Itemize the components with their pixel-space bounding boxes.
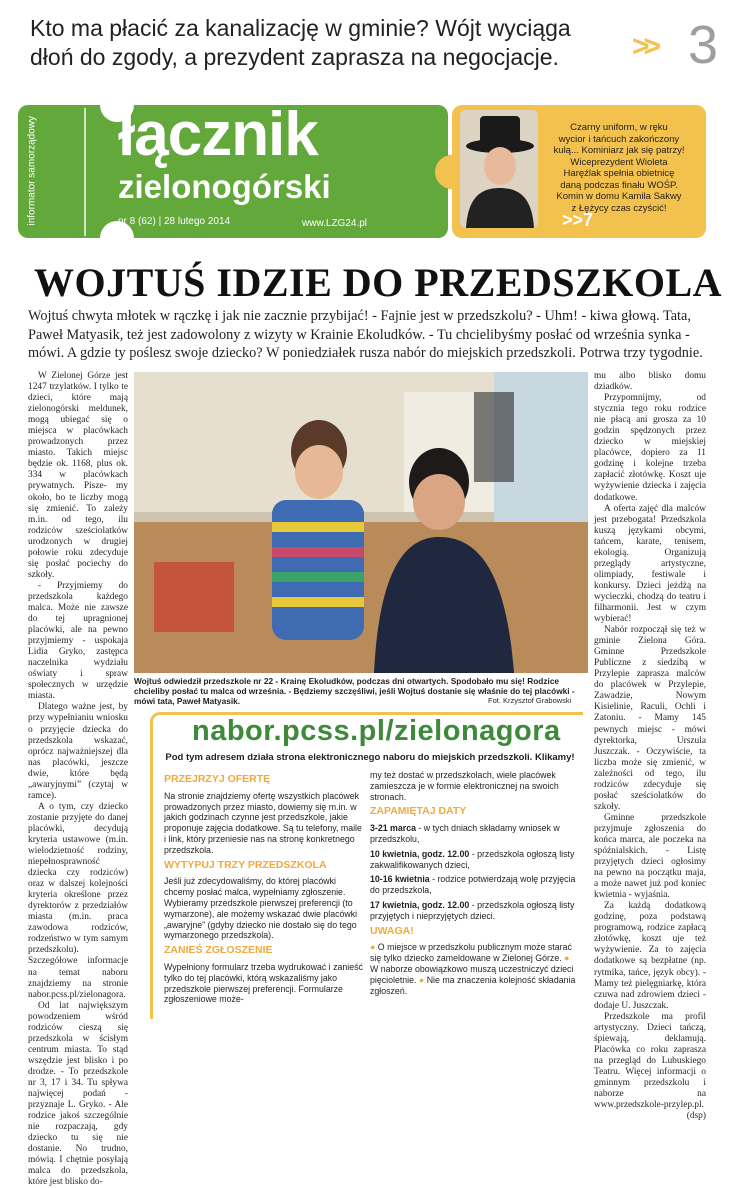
section-heading: UWAGA! (370, 924, 414, 937)
promo-line: Wiceprezydent Wioleta (570, 156, 668, 168)
infobox-url[interactable]: nabor.pcss.pl/zielonagora (192, 715, 561, 747)
masthead-side (20, 112, 44, 232)
photo-credit: Fot. Krzysztof Grabowski (488, 696, 572, 705)
bullet-icon: ● (418, 974, 425, 985)
date-text: - przedszkola ogłoszą listy przyjętych i nieprzyjętych dzieci. (370, 899, 575, 921)
paragraph: Przypomnijmy, od stycznia tego roku rodzice nie płacą ani grosza za 10 godzin spędzonych przez dziecko w miejskiej placówce, dopiero za 11 godzinę i kolejne trzeba zapłacić złotówkę. Koszt uje wyżywienie dziecka i zajęcia dodatkowe. (594, 393, 706, 503)
paragraph: A oferta zajęć dla malców jest przebogata! Przedszkola kuszą językami obcymi, tańcem, karate, tenisem, ekologią. Organizują przeglądy artystyczne, olimpiady, festiwale i konkursy. Dzieci jeżdżą na wycieczki, chodzą do teatru i filharmonii. Jest w czym wybierać! (594, 503, 706, 625)
date-item (370, 849, 580, 871)
masthead-subtitle[interactable]: zielonogórski (118, 168, 331, 205)
promo-line: wycior i tańcuch zakończony (558, 133, 680, 145)
date-item (370, 874, 580, 896)
article-headline: WOJTUŚ IDZIE DO PRZEDSZKOLA (33, 260, 723, 305)
section-heading: WYTYPUJ TRZY PRZEDSZKOLA (164, 858, 327, 871)
paragraph: Nabór rozpoczął się też w gminie Zielona Góra. Gminne Przedszkole Publiczne z siedzibą w Przylepie zaprasza malców do placówek w Przylepie, Zawadzie, Nowym Kisielinie, Raculi, Ochli i Zatoniu. - Mamy 145 pewnych miejsc - mówi dyrektorka, Urszula Juszczak. - Oczywiście, ta liczba może się zmienić, w zależności od tego, ilu rodziców zdecyduje się posłać sześciolatków do szkoły. (594, 625, 706, 812)
date-bold: 3-21 marca (370, 823, 416, 834)
website-link[interactable]: www.LZG24.pl (302, 218, 368, 229)
article-lead: Wojtuś chwyta młotek w rączkę i jak nie zacznie przybijać! - Fajnie jest w przedszkolu? - Uhm! - kiwa głową. Tata, Paweł Matyasik, też jest zadowolony z wizyty w Krainie Ekoludków. - Tu chcielibyśmy posłać od września synka - mówi. A gdzie ty poślesz swoje dziecko? W poniedziałek rusza nabór do miejskich przedszkoli. Potrwa trzy tygodnie. (28, 308, 703, 361)
note-item (370, 942, 580, 996)
date-text: - rodzice potwierdzają wolę przyjęcia do przedszkola, (370, 874, 576, 896)
note-text: Nie ma znaczenia kolejność składania zgłoszeń. (370, 974, 576, 996)
infobox-left-column (164, 770, 364, 1009)
masthead-title[interactable]: łącznik (118, 100, 318, 169)
chevron-icon: >> (632, 30, 656, 63)
date-bold: 17 kwietnia, godz. 12.00 (370, 899, 470, 910)
section-text: Jeśli już zdecydowaliśmy, do której placówki chcemy posłać malca, wypełniamy zgłoszenie. Wybieramy przedszkole pierwszej preferencji (to wymarzone), ale możemy wskazać dwie placówki „awaryjne” (gdyby dziecko nie dostało się do tego wymarzonego przedszkola). (164, 876, 358, 941)
date-text: - przedszkola ogłoszą listy zakwalifikowanych dzieci, (370, 848, 575, 870)
paragraph: Przedszkole ma profil artystyczny. Dzieci tańczą, śpiewają, deklamują. Placówka co roku zaprasza na przegląd do Lubuskiego Teatru. Więcej informacji o gminnym przedszkolu i naborze na www.przedszkole-przylep.pl. (594, 1011, 706, 1111)
infobox-subtitle: Pod tym adresem działa strona elektronicznego naboru do miejskich przedszkoli. Klikamy! (165, 752, 575, 763)
section-text: Wypełniony formularz trzeba wydrukować i zanieść tylko do tej placówki, którą wskazaliśmy jako przedszkole pierwszej preferencji. Formularze zgłoszeniowe może- (164, 961, 363, 1005)
promo-page-link[interactable]: >>7 (562, 210, 594, 230)
masthead-divider (84, 108, 86, 236)
section-heading: PRZEJRZYJ OFERTĘ (164, 773, 271, 785)
teaser-headline[interactable] (30, 14, 590, 72)
promo-line: Komin w domu Kamila Sakwy (556, 191, 682, 202)
paragraph: Za każdą dodatkową godzinę, poza podstawą programową, rodzice zapłacą złotówkę, koszt uje też wyżywienie. Za to zajęcia dodatkowe są bezpłatne (np. rytmika, tańce, język obcy). - Mamy też pielęgniarkę, która czuwa nad zdrowiem dzieci - dodaje U. Juszczak. (594, 901, 706, 1011)
page-number[interactable]: 3 (688, 15, 719, 75)
author-signature: (dsp) (686, 1111, 706, 1122)
paragraph: Od lat największym powodzeniem wśród rodziców cieszą się przedszkola w ścisłym centrum miasta. To stąd wszędzie jest blisko i po drodze. - To przedszkole nr 3, 17 i 34. Tu spływa najwięcej podań - przyznaje L. Gryko. - Ale rodzice jakoś szczególnie nie rozpaczają, gdy dziecko tu się nie dostanie. No trudno, mówią. I chętnie posyłają malca do przedszkola, które jest blisko do- (28, 1000, 128, 1188)
paragraph: mu albo blisko domu dziadków. (594, 371, 706, 393)
bullet-icon: ● (370, 942, 376, 953)
article-column-3 (594, 371, 706, 1122)
paragraph: W Zielonej Górze jest 1247 trzylatków. I tylko te dzieci, które mają zielonogórski meldunek, mogą ubiegać się o miejsca w placówkach prowadzonych przez miasto. Takich miejsc będzie ok. 1168, plus ok. 334 w placówkach prywatnych. Pisze- my około, bo te liczby mogą się zmienić. To zależy m.in. od tego, ilu rodziców sześciolatków urodzonych w drugiej połowie roku zdecyduje się posłać pociechy do szkoły. (28, 371, 128, 580)
masthead-side-text: informator samorządowy (26, 116, 38, 226)
kindergarten-photo-image (134, 372, 588, 673)
infobox-right-column (370, 770, 580, 1000)
paragraph: A o tym, czy dziecko zostanie przyjęte do danej placówki, decydują kryteria ustawowe (m.in. wielodzietność rodziny, niepełnosprawność dziecka czy rodziców) oraz w dalszej kolejności kryteria określone przez dyrektorów z przedziałów miasta (m.in. praca zawodowa rodziców, rodzeństwo w tym samym przedszkolu). Szczegółowe informacje na temat naboru znajdziemy na stronie nabor.pcss.pl/zielonagora. (28, 801, 128, 1000)
teaser-line-2: dłoń do zgody, a prezydent zaprasza na negocjacje. (30, 44, 559, 70)
paragraph: Dlatego ważne jest, by przy wypełnianiu wniosku o przyjęcie dziecka do przedszkola wskazać, oprócz najważniejszej dla nas placówki, jeszcze dwie, które będą „awaryjnymi” (czytaj w ramce). (28, 702, 128, 801)
note-text: W naborze obowiązkowo muszą uczestniczyć dzieci pięcioletnie. (370, 963, 574, 985)
section-heading: ZAPAMIĘTAJ DATY (370, 805, 467, 818)
teaser-line-1: Kto ma płacić za kanalizację w gminie? Wójt wyciąga (30, 15, 571, 41)
date-bold: 10-16 kwietnia (370, 874, 430, 885)
article-photo[interactable] (134, 372, 588, 673)
date-item (370, 823, 580, 845)
promo-line: daną podczas finału WOŚP. (560, 179, 678, 191)
bullet-icon: ● (564, 953, 570, 964)
photo-caption: Wojtuś odwiedził przedszkole nr 22 - Krainę Ekoludków, podczas dni otwartych. Spodobało mu się! Rodzice chcieliby posłać tu malca od września. - Będziemy szczęśliwi, jeśli Wojtuś dostanie się właśnie do tej placówki - mówi tata, Paweł Matyasik. (134, 676, 575, 706)
article-column-1 (28, 371, 128, 1188)
promo-line: Haręźlak spełnia obietnicę (563, 168, 675, 179)
paragraph: - Przyjmiemy do przedszkola każdego malca. Może nie zawsze do tej upragnionej placówki, ale na pewno przyjmiemy - uspokaja Lidia Gryko, zastępca naczelnika wydziału oświaty i spraw społecznych w urzędzie miasta. (28, 580, 128, 702)
section-text: my też dostać w przedszkolach, wiele placówek zamieszcza je w formie elektronicznej na swoich stronach. (370, 770, 559, 802)
date-item (370, 900, 580, 922)
date-text: - w tych dniach składamy wniosek w przedszkolu, (370, 823, 560, 844)
paragraph: Gminne przedszkole przyjmuje zgłoszenia do końca marca, ale poczeka na spóźnialskich. - Listę przyjętych dzieci ogłosimy na pewno na początku maja, a może nawet już pod koniec kwietnia - wyjaśnia. (594, 812, 706, 901)
chimney-sweep-image (460, 110, 538, 228)
issue-info: nr 8 (62) | 28 lutego 2014 (118, 216, 231, 227)
promo-photo[interactable] (460, 110, 538, 228)
note-text: O miejsce w przedszkolu publicznym może starać się tylko dziecko zameldowane w Zielonej Górze. (370, 942, 572, 964)
promo-line: z Łężycy czas czyścić! (571, 202, 667, 214)
promo-text (544, 122, 694, 214)
promo-line: kulą... Kominiarz jak się patrzy! (553, 145, 685, 156)
promo-line: Czarny uniform, w ręku (570, 122, 668, 133)
section-text: Na stronie znajdziemy ofertę wszystkich placówek prowadzonych przez miasto, dowiemy się m.in. w jakich godzinach czynne jest przedszkole, jakie proponuje zajęcia dodatkowe. Są tu telefony, maile i link, który przeniesie nas na stronę konkretnego przedszkola. (164, 790, 362, 855)
section-heading: ZANIEŚ ZGŁOSZENIE (164, 944, 273, 957)
date-bold: 10 kwietnia, godz. 12.00 (370, 848, 470, 859)
